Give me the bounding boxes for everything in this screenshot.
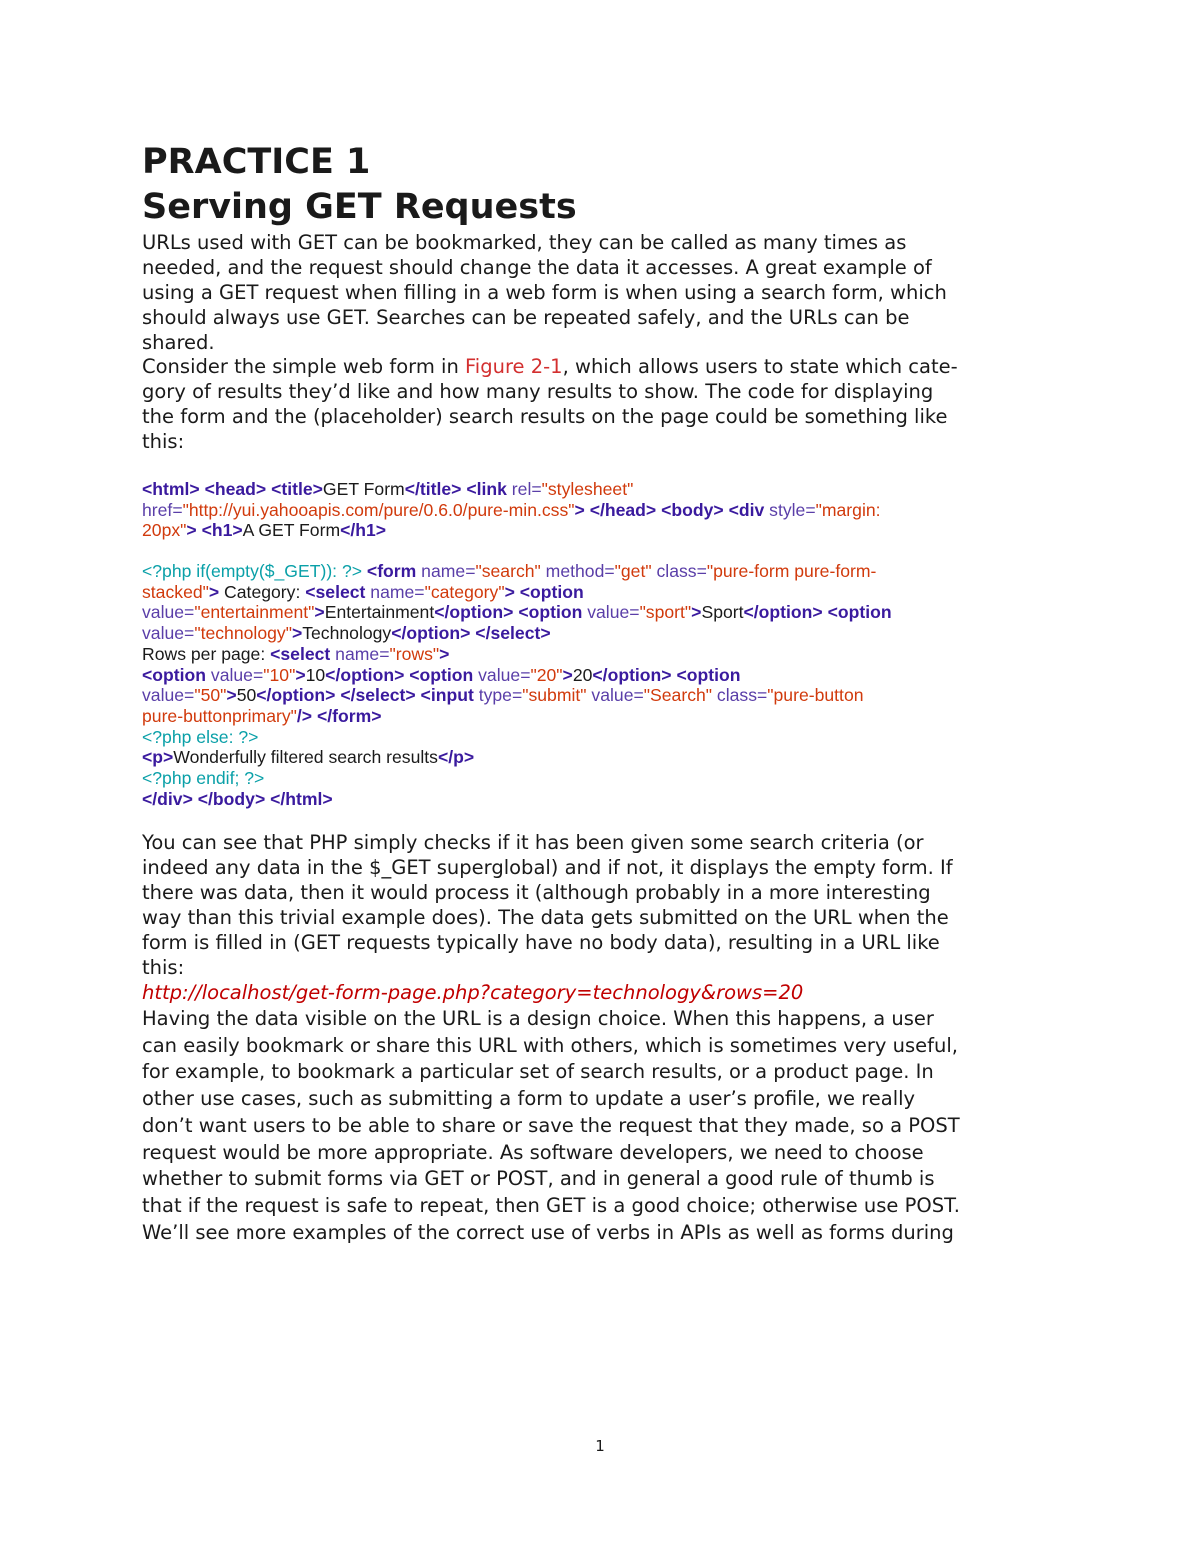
text-line: don’t want users to be able to share or save the request that they made, so a POST <box>142 1113 960 1137</box>
text-line: this: <box>142 956 185 979</box>
paragraph-explanation <box>142 830 1062 980</box>
code-line <box>142 727 1072 748</box>
code-line <box>142 500 1072 521</box>
text-line: Having the data visible on the URL is a design choice. When this happens, a user <box>142 1007 934 1030</box>
code-tag: <head> <box>204 479 267 499</box>
text-line: needed, and the request should change the data it accesses. A great example of <box>142 256 932 279</box>
code-tag: > <box>439 643 450 664</box>
code-attr: class= <box>651 561 707 581</box>
code-value: "rows" <box>389 643 440 664</box>
code-tag: <select <box>305 581 366 602</box>
code-text: 50 <box>236 685 257 706</box>
code-block-head <box>142 479 1072 541</box>
code-tag: </option> <box>592 664 672 685</box>
code-text: 10 <box>305 664 326 685</box>
code-text: Wonderfully filtered search results <box>173 747 438 768</box>
paragraph-intro <box>142 230 1062 355</box>
text-line: gory of results they’d like and how many results to show. The code for displaying <box>142 380 934 403</box>
code-line <box>142 768 1072 789</box>
text-line: for example, to bookmark a particular set of search results, or a product page. In <box>142 1060 934 1084</box>
code-tag: </p> <box>437 747 475 768</box>
code-value: stacked" <box>142 581 209 602</box>
code-text: Sport <box>701 602 744 623</box>
code-attr: method= <box>540 561 615 581</box>
code-attr: value= <box>473 664 531 685</box>
code-tag: </option> <box>256 685 336 706</box>
text-line: indeed any data in the $_GET superglobal) and if not, it displays the empty form. If <box>142 856 953 879</box>
code-attr: value= <box>142 685 195 706</box>
code-attr: name= <box>330 643 390 664</box>
code-tag: <h1> <box>201 520 243 541</box>
code-value: 20px" <box>142 520 187 541</box>
code-line <box>142 602 1072 623</box>
code-line <box>142 706 1072 727</box>
code-tag: > <box>314 602 325 623</box>
text-line: can easily bookmark or share this URL with others, which is sometimes very useful, <box>142 1033 958 1057</box>
code-tag: <option <box>676 664 741 685</box>
code-attr: value= <box>586 685 644 706</box>
code-attr: value= <box>142 602 195 623</box>
code-value: "50" <box>194 685 227 706</box>
code-tag: <body> <box>661 499 724 520</box>
code-text: 20 <box>572 664 593 685</box>
code-line <box>142 582 1072 603</box>
text-line: the form and the (placeholder) search results on the page could be something like <box>142 405 948 428</box>
code-tag: </option> <box>434 602 514 623</box>
code-tag: </head> <box>589 499 657 520</box>
paragraph-design-choice <box>142 1006 1062 1246</box>
text-line: shared. <box>142 331 215 354</box>
example-url: http://localhost/get-form-page.php?category=technology&rows=20 <box>142 981 804 1004</box>
text-line: that if the request is safe to repeat, then GET is a good choice; otherwise use POST. <box>142 1193 960 1217</box>
code-tag: <p> <box>142 747 174 768</box>
code-tag: <form <box>366 561 417 581</box>
text-segment: Consider the simple web form in <box>142 355 465 378</box>
text-line: should always use GET. Searches can be repeated safely, and the URLs can be <box>142 306 910 329</box>
code-value: "search" <box>475 561 541 581</box>
code-value: "Search" <box>643 685 713 706</box>
code-tag: <option <box>518 602 583 623</box>
text-line: URLs used with GET can be bookmarked, they can be called as many times as <box>142 231 907 254</box>
code-tag: > <box>504 581 515 602</box>
code-tag: <input <box>420 685 474 706</box>
code-tag: </option> <box>325 664 405 685</box>
code-value: "category" <box>424 581 505 602</box>
code-tag: > <box>574 499 585 520</box>
code-attr: value= <box>142 623 195 644</box>
code-tag: > <box>295 664 306 685</box>
code-tag: </option> <box>391 623 471 644</box>
code-line <box>142 789 1072 810</box>
code-tag: <option <box>409 664 474 685</box>
code-tag: > <box>291 623 303 644</box>
code-tag: > <box>691 602 702 623</box>
code-tag: </body> <box>197 788 266 809</box>
text-line: You can see that PHP simply checks if it has been given some search criteria (or <box>142 831 924 854</box>
code-tag: <option <box>519 581 584 602</box>
code-tag: <select <box>270 643 331 664</box>
code-text: Entertainment <box>324 602 435 623</box>
code-tag: <html> <box>142 479 200 499</box>
text-line: there was data, then it would process it (although probably in a more interesting <box>142 881 931 904</box>
code-tag: > <box>226 685 237 706</box>
code-attr: rel= <box>506 479 542 499</box>
code-tag: </form> <box>316 705 382 726</box>
code-attr: value= <box>206 664 264 685</box>
code-text: A GET Form <box>242 520 341 541</box>
code-text: GET Form <box>322 479 405 499</box>
text-line <box>142 354 1062 379</box>
text-line: whether to submit forms via GET or POST, and in general a good rule of thumb is <box>142 1167 935 1191</box>
code-value: "10" <box>263 664 296 685</box>
code-value: "get" <box>614 561 652 581</box>
code-line <box>142 747 1072 768</box>
heading-practice: PRACTICE 1 <box>142 142 371 182</box>
code-line <box>142 685 1072 706</box>
code-php: <?php if(empty($_GET)): ?> <box>142 561 363 581</box>
code-value: "sport" <box>639 602 692 623</box>
text-segment: , which allows users to state which cate- <box>562 355 958 378</box>
code-attr: type= <box>473 685 523 706</box>
code-tag: </option> <box>743 602 823 623</box>
text-line: using a GET request when filling in a web form is when using a search form, which <box>142 281 947 304</box>
code-tag: </h1> <box>340 520 387 541</box>
code-php: <?php endif; ?> <box>142 768 265 789</box>
code-php: <?php else: ?> <box>142 726 259 747</box>
paragraph-consider <box>142 354 1062 454</box>
text-line: other use cases, such as submitting a form to update a user’s profile, we really <box>142 1087 916 1111</box>
code-line <box>142 479 1072 500</box>
code-value: "http://yui.yahooapis.com/pure/0.6.0/pure-min.css" <box>182 499 575 520</box>
code-value: "pure-form pure-form- <box>706 561 877 581</box>
code-tag: </html> <box>270 788 333 809</box>
code-tag: > <box>208 581 220 602</box>
code-value: pure-buttonprimary" <box>142 705 297 726</box>
code-text: Rows per page: <box>142 643 271 664</box>
code-line <box>142 665 1072 686</box>
code-tag: </div> <box>142 788 193 809</box>
code-attr: class= <box>712 685 768 706</box>
code-line <box>142 623 1072 644</box>
code-attr: style= <box>764 499 816 520</box>
code-attr: value= <box>582 602 640 623</box>
code-tag: /> <box>296 705 313 726</box>
code-tag: > <box>562 664 573 685</box>
text-line: form is filled in (GET requests typically have no body data), resulting in a URL like <box>142 931 940 954</box>
code-attr: name= <box>416 561 476 581</box>
code-value: "20" <box>530 664 563 685</box>
code-tag: <link <box>466 479 507 499</box>
code-text: Technology <box>302 623 392 644</box>
heading-title: Serving GET Requests <box>142 187 577 227</box>
text-line: We’ll see more examples of the correct use of verbs in APIs as well as forms during <box>142 1220 954 1244</box>
code-value: "entertainment" <box>194 602 315 623</box>
text-line: this: <box>142 430 185 453</box>
text-line: request would be more appropriate. As software developers, we need to choose <box>142 1140 924 1164</box>
code-attr: href= <box>142 499 183 520</box>
code-tag: <option <box>142 664 207 685</box>
code-text: Category: <box>219 581 306 602</box>
code-value: "margin: <box>815 499 881 520</box>
code-block-body <box>142 561 1072 809</box>
code-value: "submit" <box>522 685 587 706</box>
code-attr: name= <box>365 581 425 602</box>
code-tag: > <box>186 520 197 541</box>
code-line <box>142 561 1072 582</box>
code-line <box>142 520 1072 541</box>
figure-reference: Figure 2-1 <box>465 355 563 378</box>
code-value: "stylesheet" <box>541 479 634 499</box>
code-value: "technology" <box>194 623 292 644</box>
code-line <box>142 644 1072 665</box>
code-tag: </title> <box>404 479 462 499</box>
text-line: way than this trivial example does). The data gets submitted on the URL when the <box>142 906 949 929</box>
code-value: "pure-button <box>767 685 864 706</box>
code-tag: </select> <box>475 623 551 644</box>
code-tag: </select> <box>340 685 416 706</box>
code-tag: <title> <box>271 479 323 499</box>
code-tag: <div <box>728 499 765 520</box>
page-number: 1 <box>595 1437 605 1455</box>
code-tag: <option <box>827 602 892 623</box>
